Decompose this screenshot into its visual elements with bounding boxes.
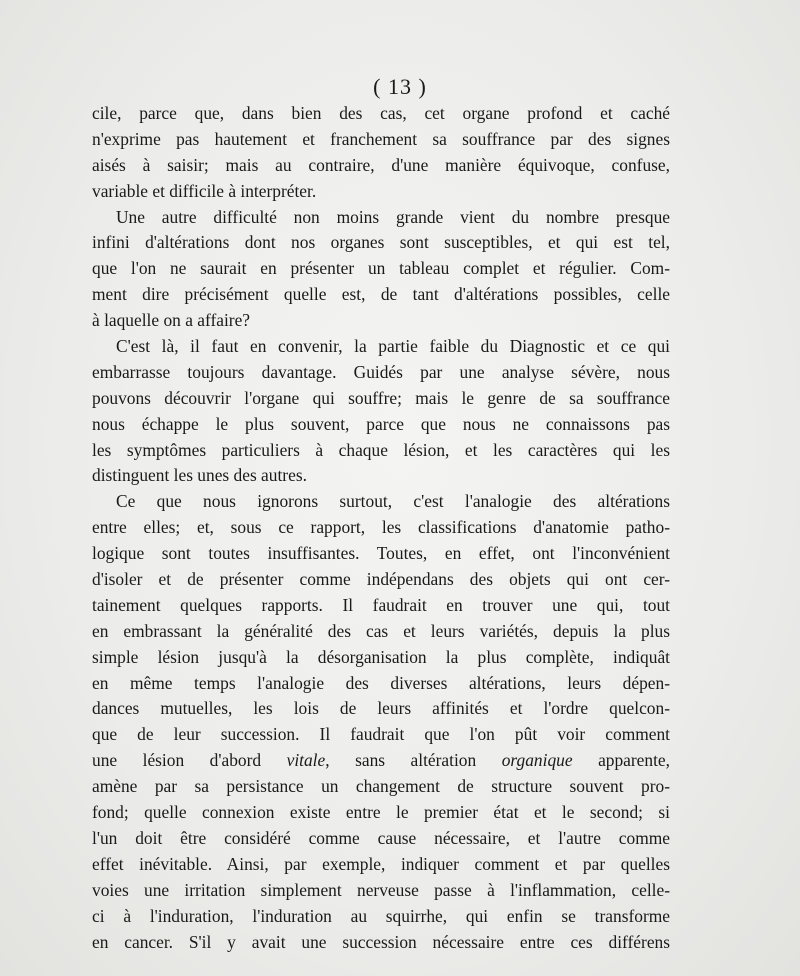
text-line: infini d'altérations dont nos organes sont susceptibles, et qui est tel,	[92, 232, 670, 253]
text-line: en cancer. S'il y avait une succession nécessaire entre ces différens	[92, 931, 670, 952]
text-line: amène par sa persistance un changement de structure souvent pro-	[92, 776, 670, 797]
text-line-with-italics	[92, 748, 670, 774]
paragraph-start-line: Ce que nous ignorons surtout, c'est l'analogie des altérations	[116, 491, 670, 512]
text-line: variable et difficile à interpréter.	[92, 180, 317, 201]
text-line: d'isoler et de présenter comme indépendans des objets qui ont cer-	[92, 569, 670, 590]
text-line: l'un doit être considéré comme cause nécessaire, et l'autre comme	[92, 827, 670, 848]
text-line: aisés à saisir; mais au contraire, d'une manière équivoque, confuse,	[92, 154, 670, 175]
text-line: que de leur succession. Il faudrait que l'on pût voir comment	[92, 724, 670, 745]
text-line: cile, parce que, dans bien des cas, cet organe profond et caché	[92, 103, 670, 123]
text-line: logique sont toutes insuffisantes. Toutes, en effet, ont l'inconvénient	[92, 543, 670, 564]
paragraph-start-line: C'est là, il faut en convenir, la partie faible du Diagnostic et ce qui	[116, 336, 670, 357]
italic-word: vitale	[286, 750, 326, 771]
text-fragment: , sans altération	[325, 750, 502, 771]
text-line: n'exprime pas hautement et franchement sa souffrance par des signes	[92, 128, 670, 149]
text-line: nous échappe le plus souvent, parce que nous ne connaissons pas	[92, 413, 670, 434]
text-line: dances mutuelles, les lois de leurs affinités et l'ordre quelcon-	[92, 698, 670, 719]
italic-word: organique	[501, 750, 573, 771]
text-fragment: apparente,	[572, 750, 670, 771]
text-line: en même temps l'analogie des diverses altérations, leurs dépen-	[92, 672, 670, 693]
text-line: voies une irritation simplement nerveuse passe à l'inflammation, celle-	[92, 879, 670, 900]
text-line: entre elles; et, sous ce rapport, les classifications d'anatomie patho-	[92, 517, 670, 538]
paragraph-start-line: Une autre difficulté non moins grande vient du nombre presque	[116, 206, 670, 227]
text-line: pouvons découvrir l'organe qui souffre; mais le genre de sa souffrance	[92, 387, 670, 408]
text-line: tainement quelques rapports. Il faudrait en trouver une qui, tout	[92, 594, 670, 615]
text-line: distinguent les unes des autres.	[92, 465, 307, 486]
text-line: effet inévitable. Ainsi, par exemple, indiquer comment et par quelles	[92, 853, 670, 874]
text-line: ment dire précisément quelle est, de tant d'altérations possibles, celle	[92, 284, 670, 305]
text-line: les symptômes particuliers à chaque lésion, et les caractères qui les	[92, 439, 670, 460]
text-line: à laquelle on a affaire?	[92, 310, 251, 331]
text-line: embarrasse toujours davantage. Guidés par une analyse sévère, nous	[92, 361, 670, 382]
text-line: fond; quelle connexion existe entre le premier état et le second; si	[92, 802, 670, 823]
text-line: en embrassant la généralité des cas et leurs variétés, depuis la plus	[92, 620, 670, 641]
text-line: ci à l'induration, l'induration au squirrhe, qui enfin se transforme	[92, 905, 670, 926]
body-text	[92, 101, 670, 955]
page-number: ( 13 )	[373, 74, 427, 99]
text-fragment: une lésion d'abord	[92, 750, 287, 771]
text-line: que l'on ne saurait en présenter un tableau complet et régulier. Com-	[92, 258, 670, 279]
text-line: simple lésion jusqu'à la désorganisation la plus complète, indiquât	[92, 646, 670, 667]
